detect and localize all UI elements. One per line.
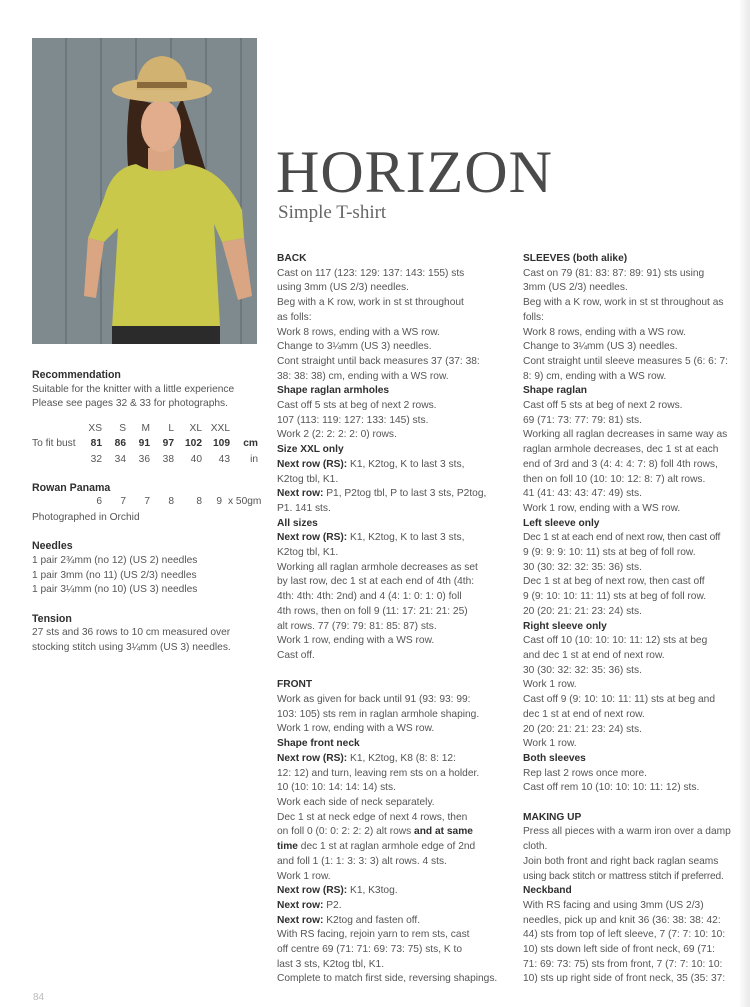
tension-line: 27 sts and 36 rows to 10 cm measured over bbox=[32, 627, 231, 639]
neck-line: Dec 1 st at neck edge of next 4 rows, then bbox=[277, 811, 468, 823]
neck-line: 12: 12) and turn, leaving rem sts on a holder. bbox=[277, 767, 480, 779]
needles-line: 1 pair 2¾mm (no 12) (US 2) needles bbox=[32, 554, 198, 566]
recommendation-line: Suitable for the knitter with a little experience bbox=[32, 383, 235, 395]
all-line: 4th rows, then on foll 9 (11: 17: 21: 21: 25) bbox=[277, 605, 468, 617]
recommendation-line: Please see pages 32 & 33 for photographs. bbox=[32, 398, 228, 410]
xxl-row-1: Next row (RS): K1, K2tog, K to last 3 sts, bbox=[277, 458, 465, 470]
left-sleeve-heading: Left sleeve only bbox=[523, 517, 600, 529]
left-sleeve-line: Dec 1 st at beg of next row, then cast off bbox=[523, 576, 705, 588]
neck-row-4: Next row: K2tog and fasten off. bbox=[277, 914, 421, 926]
size-xxl-heading: Size XXL only bbox=[277, 444, 344, 456]
size-label: XL bbox=[189, 422, 202, 434]
yarn-note: Photographed in Orchid bbox=[32, 511, 140, 523]
making-up-line: Join both front and right back raglan seams bbox=[523, 855, 719, 867]
all-sizes-heading: All sizes bbox=[277, 517, 318, 529]
raglan-line: raglan armhole decreases, dec 1 st at each bbox=[523, 444, 719, 456]
bust-cm: 102 bbox=[185, 438, 202, 450]
all-line: Cast off. bbox=[277, 649, 315, 661]
both-sleeves-heading: Both sleeves bbox=[523, 752, 586, 764]
size-label: S bbox=[119, 422, 126, 434]
right-sleeve-line: Work 1 row. bbox=[523, 679, 577, 691]
yarn-amount: 6 bbox=[96, 496, 102, 508]
needles-line: 1 pair 3mm (no 11) (US 2/3) needles bbox=[32, 569, 197, 581]
raglan-armholes-heading: Shape raglan armholes bbox=[277, 385, 390, 397]
page-number: 84 bbox=[33, 992, 45, 1003]
yarn-amount: 8 bbox=[168, 496, 174, 508]
xxl-row-1-cont: K2tog tbl, K1. bbox=[277, 473, 339, 485]
neckband-line: 44) sts from top of left sleeve, 7 (7: 7: 10: 10: bbox=[523, 929, 726, 941]
left-sleeve-line: 9 (9: 10: 10: 11: 11) sts at beg of foll row. bbox=[523, 591, 707, 603]
pattern-subtitle: Simple T-shirt bbox=[278, 202, 387, 223]
bust-in: 38 bbox=[162, 453, 174, 465]
size-label: M bbox=[141, 422, 150, 434]
both-sleeves-line: Cast off rem 10 (10: 10: 10: 11: 12) sts. bbox=[523, 782, 700, 794]
yarn-amount: 7 bbox=[144, 496, 150, 508]
all-line: Working all raglan armhole decreases as set bbox=[277, 561, 478, 573]
raglan-line: end of 3rd and 3 (4: 4: 4: 7: 8) foll 4th rows, bbox=[523, 458, 718, 470]
left-sleeve-line: Dec 1 st at each end of next row, then cast off bbox=[523, 532, 721, 544]
sleeves-line: Cont straight until sleeve measures 5 (6: 6: 7: bbox=[523, 355, 728, 367]
sleeves-line: Beg with a K row, work in st st throughout as bbox=[523, 297, 724, 309]
back-line: Work 8 rows, ending with a WS row. bbox=[277, 326, 440, 338]
front-line: Work 1 row, ending with a WS row. bbox=[277, 723, 435, 735]
size-label: L bbox=[168, 422, 174, 434]
all-line: 4th: 4th: 4th: 2nd) and 4 (4: 1: 0: 1: 0) foll bbox=[277, 591, 462, 603]
neckband-line: 71: 69: 73: 75) sts from front, 7 (7: 7: 10: 10: bbox=[523, 958, 723, 970]
bust-cm: 81 bbox=[90, 438, 102, 450]
neck-line: 10 (10: 10: 14: 14: 14) sts. bbox=[277, 782, 396, 794]
tension-heading: Tension bbox=[32, 612, 72, 625]
neck-line: Work each side of neck separately. bbox=[277, 797, 435, 808]
back-line: using 3mm (US 2/3) needles. bbox=[277, 282, 409, 294]
neck-line: Work 1 row. bbox=[277, 870, 331, 882]
sleeves-line: folls: bbox=[523, 311, 544, 323]
sleeves-line: Work 8 rows, ending with a WS row. bbox=[523, 326, 686, 338]
neck-row-2: Next row (RS): K1, K3tog. bbox=[277, 885, 398, 897]
neck-line: Complete to match first side, reversing shapings. bbox=[277, 973, 498, 985]
yarn-amount: 9 bbox=[216, 496, 222, 508]
xxl-row-2: Next row: P1, P2tog tbl, P to last 3 sts, P2tog, bbox=[277, 488, 487, 500]
right-sleeve-line: Cast off 10 (10: 10: 10: 11: 12) sts at beg bbox=[523, 635, 708, 647]
all-line: by last row, dec 1 st at each end of 4th (4th: bbox=[277, 576, 475, 588]
left-column bbox=[32, 368, 262, 656]
front-line: Work as given for back until 91 (93: 93: 99: bbox=[277, 694, 471, 706]
neckband-line: 10) sts up right side of front neck, 35 (35: 37: bbox=[523, 973, 726, 985]
right-sleeve-line: 30 (30: 32: 32: 35: 36) sts. bbox=[523, 664, 642, 676]
neck-same-time-cont: time dec 1 st at raglan armhole edge of 2nd bbox=[277, 841, 476, 853]
neck-same-time-line: on foll 0 (0: 0: 2: 2: 2) alt rows and at same bbox=[277, 826, 473, 838]
all-line: Work 1 row, ending with a WS row. bbox=[277, 635, 435, 647]
shape-raglan-heading: Shape raglan bbox=[523, 385, 587, 397]
pattern-title: HORIZON bbox=[276, 139, 553, 205]
tension-line: stocking stitch using 3¼mm (US 3) needles. bbox=[32, 641, 231, 653]
neckband-line: 10) sts down left side of front neck, 69 (71: bbox=[523, 944, 715, 956]
making-up-line: Press all pieces with a warm iron over a damp bbox=[523, 826, 731, 838]
back-line: Beg with a K row, work in st st throughout bbox=[277, 297, 464, 309]
bust-cm: 97 bbox=[162, 438, 174, 450]
left-sleeve-line: 20 (20: 21: 21: 23: 24) sts. bbox=[523, 605, 642, 617]
back-line: 38: 38: 38) cm, ending with a WS row. bbox=[277, 370, 449, 382]
sleeves-line: Change to 3¼mm (US 3) needles. bbox=[523, 341, 678, 353]
bust-cm: 91 bbox=[138, 438, 150, 450]
recommendation-heading: Recommendation bbox=[32, 369, 121, 381]
raglan-line: then on foll 10 (10: 10: 12: 8: 7) alt rows. bbox=[523, 473, 706, 485]
right-sleeve-line: dec 1 st at end of next row. bbox=[523, 708, 645, 720]
neckband-heading: Neckband bbox=[523, 885, 572, 897]
model-photo bbox=[32, 38, 257, 344]
bust-cm-unit: cm bbox=[243, 438, 258, 450]
middle-column bbox=[277, 252, 513, 987]
bust-in: 40 bbox=[190, 453, 202, 465]
bust-in: 34 bbox=[114, 453, 126, 465]
front-heading: FRONT bbox=[277, 679, 313, 691]
back-line: Cont straight until back measures 37 (37: 38: bbox=[277, 355, 480, 367]
bust-label: To fit bust bbox=[32, 438, 76, 450]
back-line: Change to 3¼mm (US 3) needles. bbox=[277, 341, 432, 353]
yarn-unit: x 50gm bbox=[228, 496, 262, 508]
bust-in: 43 bbox=[218, 453, 230, 465]
neck-row-3: Next row: P2. bbox=[277, 899, 342, 911]
all-row-1-cont: K2tog tbl, K1. bbox=[277, 547, 339, 559]
raglan-line: 69 (71: 73: 77: 79: 81) sts. bbox=[523, 414, 642, 426]
xxl-row-2-cont: P1. 141 sts. bbox=[277, 502, 331, 514]
bust-cm: 109 bbox=[213, 438, 230, 450]
bust-in: 32 bbox=[90, 453, 102, 465]
neck-row-1: Next row (RS): K1, K2tog, K8 (8: 8: 12: bbox=[277, 752, 456, 764]
back-heading: BACK bbox=[277, 253, 307, 264]
making-up-line: using back stitch or mattress stitch if preferred. bbox=[523, 870, 724, 882]
neck-line: With RS facing, rejoin yarn to rem sts, cast bbox=[277, 929, 470, 941]
right-sleeve-line: and dec 1 st at end of next row. bbox=[523, 649, 665, 661]
sizes-table bbox=[32, 422, 258, 469]
back-line: as folls: bbox=[277, 311, 312, 323]
raglan-line: Cast off 5 sts at beg of next 2 rows. bbox=[277, 400, 437, 412]
raglan-line: Work 1 row, ending with a WS row. bbox=[523, 502, 681, 514]
right-column bbox=[523, 252, 745, 987]
front-line: 103: 105) sts rem in raglan armhole shaping. bbox=[277, 708, 480, 720]
back-line: Cast on 117 (123: 129: 137: 143: 155) sts bbox=[277, 267, 465, 279]
neckband-line: needles, pick up and knit 36 (36: 38: 38: 42: bbox=[523, 914, 721, 926]
yarn-amount: 8 bbox=[196, 496, 202, 508]
neck-line: last 3 sts, K2tog tbl, K1. bbox=[277, 958, 385, 970]
both-sleeves-line: Rep last 2 rows once more. bbox=[523, 767, 648, 779]
neckband-line: With RS facing and using 3mm (US 2/3) bbox=[523, 899, 704, 911]
yarn-heading: Rowan Panama bbox=[32, 481, 111, 494]
bust-in: 36 bbox=[138, 453, 150, 465]
sleeves-line: 3mm (US 2/3) needles. bbox=[523, 282, 628, 294]
raglan-line: 107 (113: 119: 127: 133: 145) sts. bbox=[277, 414, 429, 426]
neck-line: off centre 69 (71: 71: 69: 73: 75) sts, K to bbox=[277, 944, 462, 956]
making-up-line: cloth. bbox=[523, 841, 548, 853]
needles-heading: Needles bbox=[32, 540, 73, 553]
size-label: XXL bbox=[210, 422, 230, 434]
left-sleeve-line: 30 (30: 32: 32: 35: 36) sts. bbox=[523, 561, 642, 573]
needles-line: 1 pair 3¼mm (no 10) (US 3) needles bbox=[32, 584, 198, 596]
sleeves-line: Cast on 79 (81: 83: 87: 89: 91) sts using bbox=[523, 267, 705, 279]
raglan-line: Work 2 (2: 2: 2: 2: 0) rows. bbox=[277, 429, 397, 441]
right-sleeve-heading: Right sleeve only bbox=[523, 620, 607, 632]
raglan-line: 41 (41: 43: 43: 47: 49) sts. bbox=[523, 488, 642, 500]
left-sleeve-line: 9 (9: 9: 9: 10: 11) sts at beg of foll row. bbox=[523, 547, 696, 559]
yarn-table bbox=[32, 495, 261, 511]
size-label: XS bbox=[88, 422, 102, 434]
sleeves-line: 8: 9) cm, ending with a WS row. bbox=[523, 370, 667, 382]
sleeves-heading: SLEEVES (both alike) bbox=[523, 253, 628, 264]
making-up-heading: MAKING UP bbox=[523, 811, 582, 823]
right-sleeve-line: Work 1 row. bbox=[523, 738, 577, 750]
right-sleeve-line: Cast off 9 (9: 10: 10: 11: 11) sts at beg and bbox=[523, 694, 715, 706]
right-sleeve-line: 20 (20: 21: 21: 23: 24) sts. bbox=[523, 723, 642, 735]
neck-line: and foll 1 (1: 1: 3: 3: 3) alt rows. 4 sts. bbox=[277, 855, 447, 867]
bust-cm: 86 bbox=[114, 438, 126, 450]
yarn-amount: 7 bbox=[120, 496, 126, 508]
all-line: alt rows. 77 (79: 79: 81: 85: 87) sts. bbox=[277, 620, 437, 632]
raglan-line: Cast off 5 sts at beg of next 2 rows. bbox=[523, 400, 683, 412]
front-neck-heading: Shape front neck bbox=[277, 738, 360, 750]
all-row-1: Next row (RS): K1, K2tog, K to last 3 sts, bbox=[277, 532, 465, 544]
bust-in-unit: in bbox=[250, 453, 258, 465]
raglan-line: Working all raglan decreases in same way as bbox=[523, 429, 728, 441]
